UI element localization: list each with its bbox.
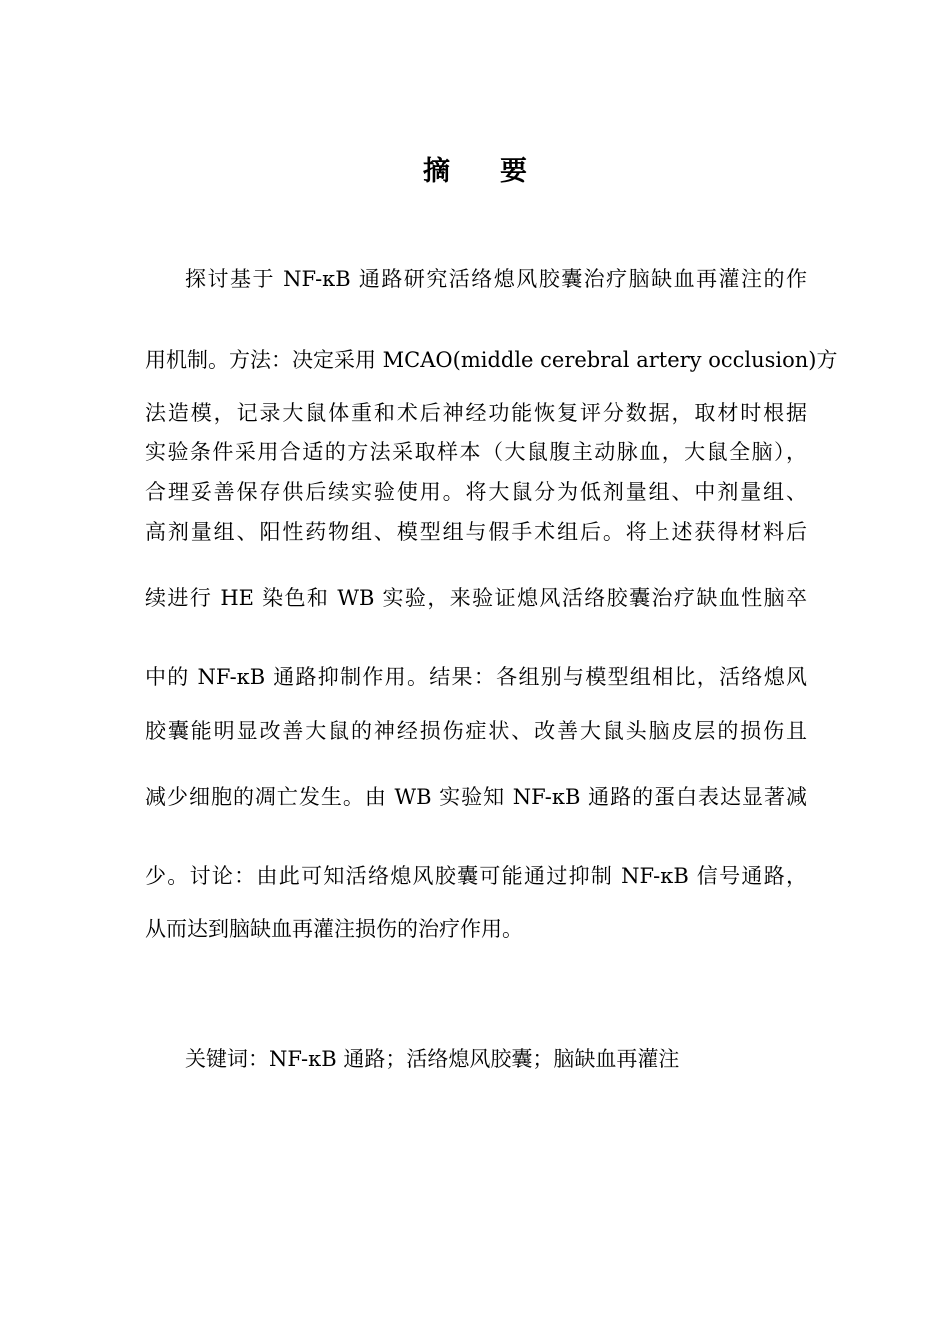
abstract-line-4: 实验条件采用合适的方法采取样本（大鼠腹主动脉血，大鼠全脑）， (145, 440, 807, 464)
title-char-1: 摘 (423, 156, 450, 187)
abstract-line-6: 高剂量组、阳性药物组、模型组与假手术组后。将上述获得材料后 (145, 520, 807, 544)
abstract-line-11: 少。讨论：由此可知活络熄风胶囊可能通过抑制 NF-κB 信号通路， (145, 864, 807, 888)
abstract-line-2: 用机制。方法：决定采用 MCAO(middle cerebral artery occlusion)方 (145, 348, 838, 372)
abstract-line-1: 探讨基于 NF-κB 通路研究活络熄风胶囊治疗脑缺血再灌注的作 (185, 267, 807, 291)
abstract-line-3: 法造模，记录大鼠体重和术后神经功能恢复评分数据，取材时根据 (145, 401, 807, 425)
abstract-line-12: 从而达到脑缺血再灌注损伤的治疗作用。 (145, 917, 523, 941)
abstract-line-7: 续进行 HE 染色和 WB 实验，来验证熄风活络胶囊治疗缺血性脑卒 (145, 586, 807, 610)
abstract-line-10: 减少细胞的凋亡发生。由 WB 实验知 NF-κB 通路的蛋白表达显著减 (145, 785, 807, 809)
keywords-text: NF-κB 通路；活络熄风胶囊；脑缺血再灌注 (269, 1047, 680, 1071)
keywords-line (185, 1044, 679, 1074)
abstract-line-5: 合理妥善保存供后续实验使用。将大鼠分为低剂量组、中剂量组、 (145, 480, 807, 504)
keywords-label: 关键词： (185, 1047, 269, 1071)
title-char-2: 要 (500, 156, 527, 187)
abstract-line-8: 中的 NF-κB 通路抑制作用。结果：各组别与模型组相比，活络熄风 (145, 665, 807, 689)
abstract-line-9: 胶囊能明显改善大鼠的神经损伤症状、改善大鼠头脑皮层的损伤且 (145, 719, 807, 743)
abstract-title (0, 152, 950, 192)
